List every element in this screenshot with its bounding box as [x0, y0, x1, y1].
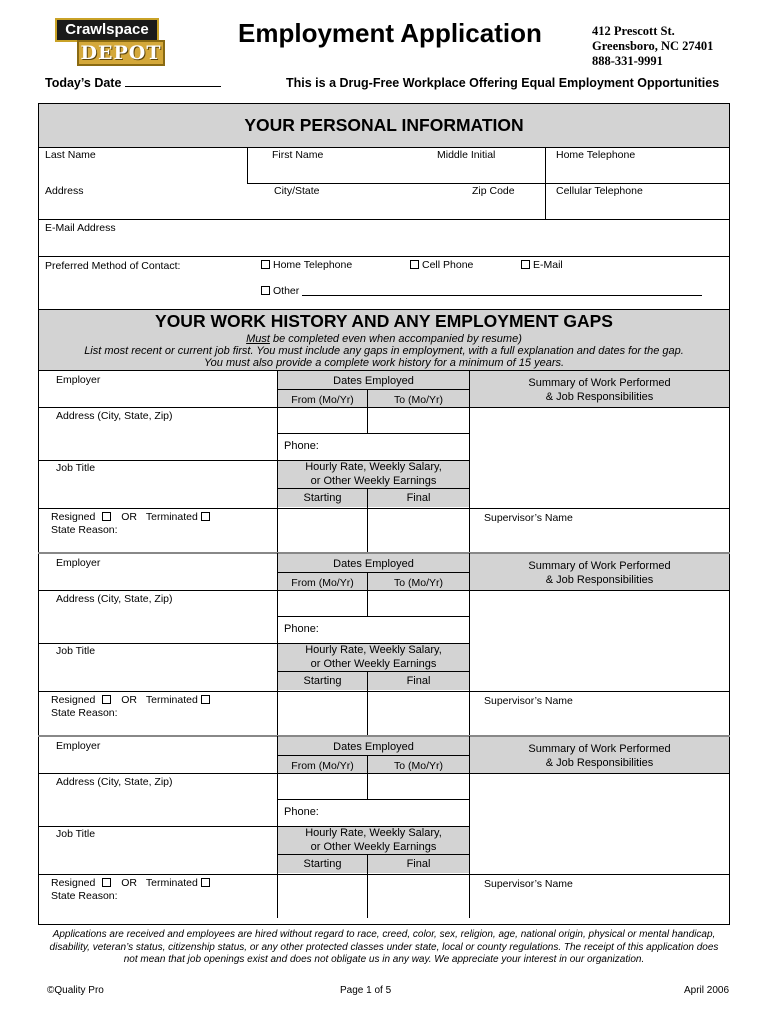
todays-date — [45, 76, 221, 90]
resigned-terminated-3 — [51, 877, 213, 889]
supervisor-label-1: Supervisor’s Name — [484, 512, 573, 524]
first-name-label: First Name — [272, 149, 324, 161]
page-title: Employment Application — [238, 18, 542, 48]
from-label-3: From (Mo/Yr) — [291, 760, 354, 772]
state-reason-label-1: State Reason: — [51, 524, 118, 536]
or-label-2: OR — [121, 694, 137, 706]
company-logo — [55, 18, 165, 68]
phone-label-1: Phone: — [284, 440, 319, 452]
phone-label-3: Phone: — [284, 806, 319, 818]
eeo-statement — [38, 929, 730, 967]
last-name-label: Last Name — [45, 149, 96, 161]
resigned-terminated-1 — [51, 511, 213, 523]
other-underline — [302, 295, 702, 296]
rate-label-1 — [278, 461, 469, 488]
rate-line2-2: or Other Weekly Earnings — [310, 657, 437, 670]
summary-line2-1: & Job Responsibilities — [545, 391, 654, 403]
or-label-3: OR — [121, 877, 137, 889]
from-label-1: From (Mo/Yr) — [291, 394, 354, 406]
work-history-title: YOUR WORK HISTORY AND ANY EMPLOYMENT GAPS — [155, 311, 613, 331]
eeo-line3: not mean that job openings exist and does not obligate us in any way. We appreciate your interest in our organization. — [123, 954, 645, 965]
summary-label-1 — [470, 376, 729, 404]
middle-initial-label: Middle Initial — [437, 149, 496, 161]
to-label-3: To (Mo/Yr) — [393, 760, 443, 772]
eeo-line2: disability, veteran’s status, citizenship status, or any other protected classes under state, local or county regulations. The receipt of this application does — [49, 941, 719, 953]
terminated-checkbox-3[interactable] — [201, 878, 210, 887]
resigned-label-1: Resigned — [51, 511, 96, 523]
eeo-line1: Applications are received and employees are hired without regard to race, creed, color, sex, religion, age, national origin, physical or mental handicap, — [52, 929, 716, 940]
rate-line1-2: Hourly Rate, Weekly Salary, — [305, 644, 442, 656]
work-history-note3: You must also provide a complete work history for a minimum of 15 years. — [203, 357, 565, 369]
work-history-note2: List most recent or current job first. You must include any gaps in employment, with a full explanation and dates for the gap. — [84, 345, 684, 357]
logo-line1: Crawlspace — [55, 18, 159, 42]
terminated-checkbox-1[interactable] — [201, 512, 210, 521]
address-phone: 888-331-9991 — [592, 54, 663, 68]
summary-label-2 — [470, 559, 729, 587]
terminated-label-2: Terminated — [145, 694, 198, 706]
employer-label-3: Employer — [56, 740, 101, 752]
terminated-label-1: Terminated — [145, 511, 198, 523]
checkbox-email[interactable] — [521, 260, 530, 269]
final-label-2: Final — [406, 675, 431, 687]
rate-label-2 — [278, 644, 469, 671]
job-title-label-1: Job Title — [56, 462, 96, 474]
address-label-2: Address (City, State, Zip) — [56, 593, 173, 605]
resigned-terminated-2 — [51, 694, 213, 706]
dates-employed-label-3: Dates Employed — [333, 741, 414, 753]
summary-line2-3: & Job Responsibilities — [545, 757, 654, 769]
zip-code-label: Zip Code — [472, 185, 515, 197]
summary-line2-2: & Job Responsibilities — [545, 574, 654, 586]
checkbox-cell[interactable] — [410, 260, 419, 269]
state-reason-label-2: State Reason: — [51, 707, 118, 719]
from-label-2: From (Mo/Yr) — [291, 577, 354, 589]
address-city: Greensboro, NC 27401 — [592, 39, 714, 53]
checkbox-home[interactable] — [261, 260, 270, 269]
summary-label-3 — [470, 742, 729, 770]
home-telephone-label: Home Telephone — [556, 149, 636, 161]
contact-option-home[interactable] — [261, 259, 352, 271]
resigned-label-2: Resigned — [51, 694, 96, 706]
work-history-header — [39, 310, 729, 370]
phone-label-2: Phone: — [284, 623, 319, 635]
resigned-checkbox-1[interactable] — [102, 512, 111, 521]
dates-employed-label-2: Dates Employed — [333, 558, 414, 570]
job-title-label-3: Job Title — [56, 828, 96, 840]
todays-date-field[interactable] — [125, 76, 221, 87]
final-label-3: Final — [406, 858, 431, 870]
personal-info-header: YOUR PERSONAL INFORMATION — [39, 104, 729, 147]
starting-label-3: Starting — [303, 858, 342, 870]
address-label: Address — [45, 185, 84, 197]
to-label-2: To (Mo/Yr) — [393, 577, 443, 589]
state-reason-label-3: State Reason: — [51, 890, 118, 902]
cellular-telephone-label: Cellular Telephone — [556, 185, 643, 197]
work-history-note1 — [39, 333, 729, 345]
contact-option-other[interactable] — [261, 285, 299, 297]
summary-line1-3: Summary of Work Performed — [528, 743, 671, 755]
employer-label-2: Employer — [56, 557, 101, 569]
rate-line1-3: Hourly Rate, Weekly Salary, — [305, 827, 442, 839]
rate-line2-1: or Other Weekly Earnings — [310, 474, 437, 487]
or-label-1: OR — [121, 511, 137, 523]
contact-option-home-label: Home Telephone — [273, 259, 353, 271]
job-title-label-2: Job Title — [56, 645, 96, 657]
supervisor-label-2: Supervisor’s Name — [484, 695, 573, 707]
to-label-1: To (Mo/Yr) — [393, 394, 443, 406]
preferred-contact-label: Preferred Method of Contact: — [45, 260, 181, 272]
contact-option-cell-label: Cell Phone — [422, 259, 474, 271]
address-label-3: Address (City, State, Zip) — [56, 776, 173, 788]
footer-copyright: ©Quality Pro — [47, 985, 104, 996]
contact-option-email[interactable] — [521, 259, 563, 271]
address-label-1: Address (City, State, Zip) — [56, 410, 173, 422]
rate-line1-1: Hourly Rate, Weekly Salary, — [305, 461, 442, 473]
todays-date-label: Today’s Date — [45, 76, 122, 90]
rate-label-3 — [278, 827, 469, 854]
work-note-must: Must — [246, 333, 270, 345]
employer-label-1: Employer — [56, 374, 101, 386]
company-address — [592, 24, 713, 69]
rate-line2-3: or Other Weekly Earnings — [310, 840, 437, 853]
resigned-checkbox-3[interactable] — [102, 878, 111, 887]
footer-date: April 2006 — [684, 985, 730, 996]
work-note-rest: be completed even when accompanied by resume) — [269, 333, 522, 345]
city-state-label: City/State — [274, 185, 320, 197]
resigned-checkbox-2[interactable] — [102, 695, 111, 704]
contact-option-cell[interactable] — [410, 259, 473, 271]
terminated-checkbox-2[interactable] — [201, 695, 210, 704]
footer-page: Page 1 of 5 — [340, 985, 392, 996]
dates-employed-label-1: Dates Employed — [333, 375, 414, 387]
terminated-label-3: Terminated — [145, 877, 198, 889]
checkbox-other[interactable] — [261, 286, 270, 295]
email-label: E-Mail Address — [45, 222, 116, 234]
drug-free-statement: This is a Drug-Free Workplace Offering Equal Employment Opportunities — [286, 76, 720, 90]
starting-label-2: Starting — [303, 675, 342, 687]
contact-option-other-label: Other — [273, 285, 300, 297]
summary-line1-2: Summary of Work Performed — [528, 560, 671, 572]
address-street: 412 Prescott St. — [592, 24, 675, 38]
starting-label-1: Starting — [303, 492, 342, 504]
summary-line1-1: Summary of Work Performed — [528, 377, 671, 389]
final-label-1: Final — [406, 492, 431, 504]
resigned-label-3: Resigned — [51, 877, 96, 889]
supervisor-label-3: Supervisor’s Name — [484, 878, 573, 890]
logo-line2: DEPOT — [77, 40, 165, 66]
contact-option-email-label: E-Mail — [533, 259, 563, 271]
